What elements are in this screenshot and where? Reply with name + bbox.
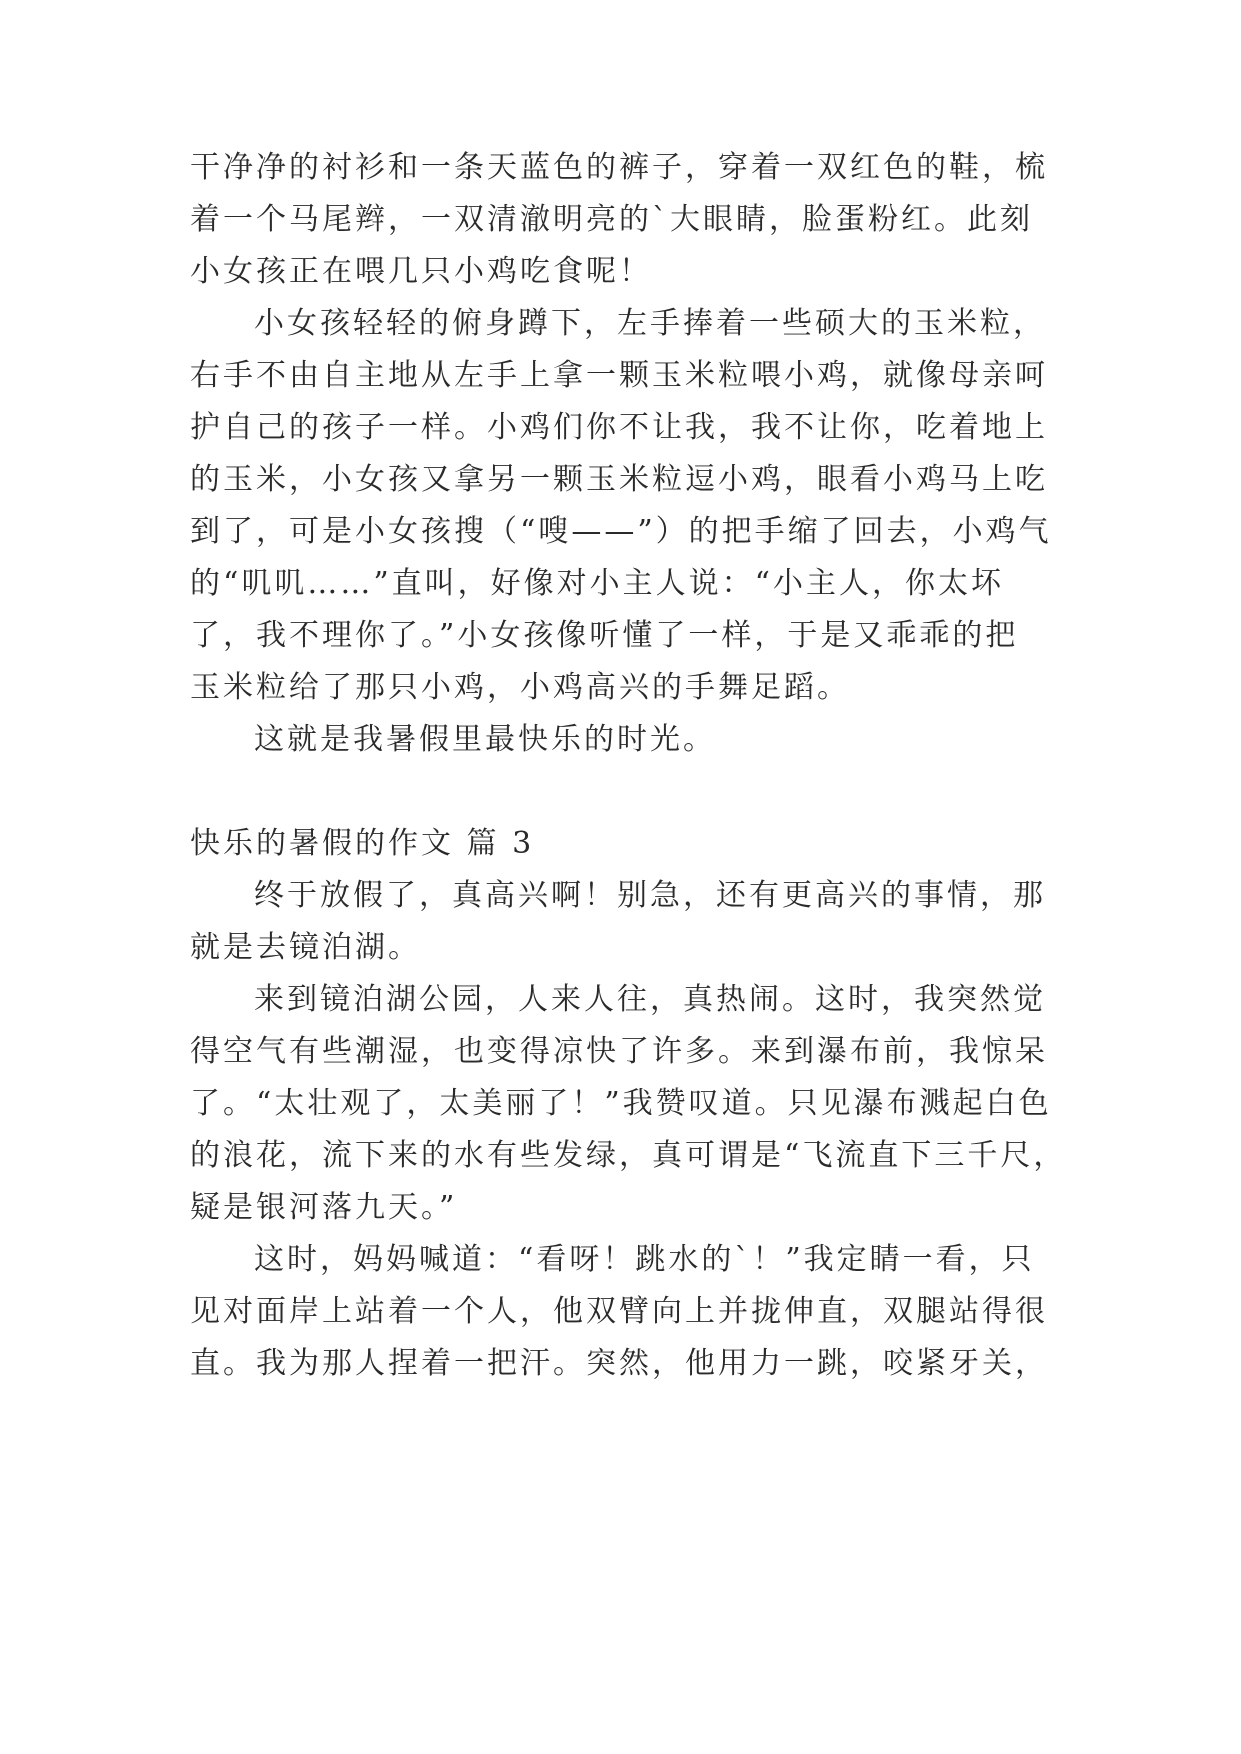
text-line: 了。“太壮观了，太美丽了！”我赞叹道。只见瀑布溅起白色 — [190, 1086, 1052, 1121]
text-line: 护自己的孩子一样。小鸡们你不让我，我不让你，吃着地上 — [190, 410, 1048, 445]
text-line: 到了，可是小女孩搜（“嗖——”）的把手缩了回去，小鸡气 — [190, 514, 1052, 549]
text-line: 得空气有些潮湿，也变得凉快了许多。来到瀑布前，我惊呆 — [190, 1034, 1048, 1069]
text-line: 玉米粒给了那只小鸡，小鸡高兴的手舞足蹈。 — [190, 670, 850, 705]
paragraph-start-line: 小女孩轻轻的俯身蹲下，左手捧着一些硕大的玉米粒， — [254, 306, 1046, 341]
section-heading: 快乐的暑假的作文 篇 3 — [190, 826, 535, 861]
paragraph-start-line: 这就是我暑假里最快乐的时光。 — [254, 722, 716, 757]
text-line: 着一个马尾辫，一双清澈明亮的`大眼睛，脸蛋粉红。此刻 — [190, 202, 1033, 237]
paragraph-start-line: 这时，妈妈喊道：“看呀！跳水的`！”我定睛一看，只 — [254, 1242, 1035, 1277]
text-line: 小女孩正在喂几只小鸡吃食呢！ — [190, 254, 652, 289]
paragraph-start-line: 来到镜泊湖公园，人来人往，真热闹。这时，我突然觉 — [254, 982, 1046, 1017]
text-line: 的浪花，流下来的水有些发绿，真可谓是“飞流直下三千尺， — [190, 1138, 1067, 1173]
text-line: 就是去镜泊湖。 — [190, 930, 421, 965]
text-line: 干净净的衬衫和一条天蓝色的裤子，穿着一双红色的鞋，梳 — [190, 150, 1048, 185]
text-line: 的“叽叽……”直叫，好像对小主人说：“小主人，你太坏 — [190, 566, 1005, 601]
text-line: 疑是银河落九天。” — [190, 1190, 458, 1225]
text-line: 了，我不理你了。”小女孩像听懂了一样，于是又乖乖的把 — [190, 618, 1019, 653]
text-line: 直。我为那人捏着一把汗。突然，他用力一跳，咬紧牙关， — [190, 1346, 1048, 1381]
paragraph-start-line: 终于放假了，真高兴啊！别急，还有更高兴的事情，那 — [254, 878, 1046, 913]
text-line: 的玉米，小女孩又拿另一颗玉米粒逗小鸡，眼看小鸡马上吃 — [190, 462, 1048, 497]
text-line: 见对面岸上站着一个人，他双臂向上并拢伸直，双腿站得很 — [190, 1294, 1048, 1329]
text-line: 右手不由自主地从左手上拿一颗玉米粒喂小鸡，就像母亲呵 — [190, 358, 1048, 393]
